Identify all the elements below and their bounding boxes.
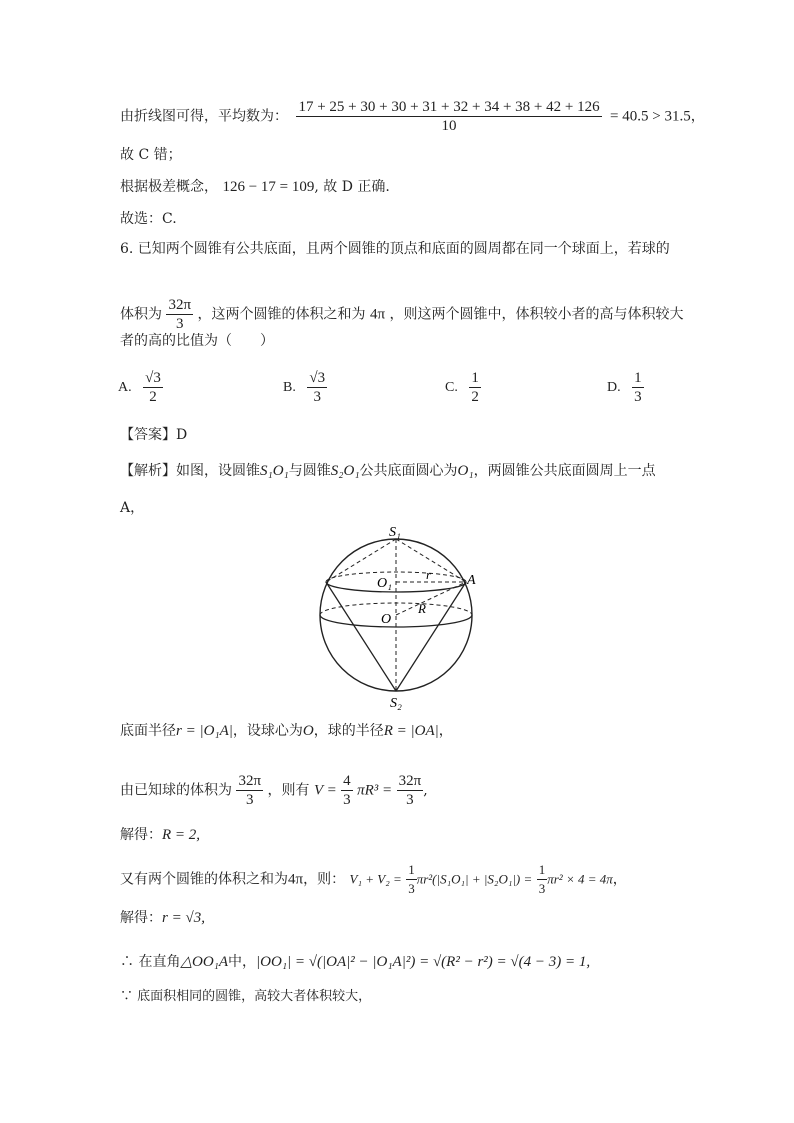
analysis-line <box>120 461 656 481</box>
vol-frac2 <box>341 772 353 809</box>
solve-r-line <box>120 908 205 928</box>
sum-den2: 3 <box>538 881 546 896</box>
tri-m1: △OO₁A <box>180 954 229 970</box>
option-a <box>118 369 163 406</box>
vol-m1: V = <box>313 782 337 799</box>
vol-frac1 <box>236 772 263 809</box>
vol-num1: 32π <box>238 773 262 789</box>
point-a-line: A， <box>120 500 145 516</box>
sum-t2: ，则： <box>303 871 346 888</box>
vol-m2: πR³ = <box>357 782 393 799</box>
sphere-volume-line <box>120 772 428 809</box>
solve1-text: 解得： <box>120 827 162 843</box>
sum-m4: πr² × 4 = 4π <box>547 871 613 887</box>
option-c-label: C. <box>445 379 458 395</box>
sum-num2: 1 <box>537 861 548 880</box>
answer-line: 【答案】D <box>120 427 188 443</box>
vol-frac3 <box>397 772 424 809</box>
vol-num2: 4 <box>343 773 351 789</box>
label-r: r <box>426 567 432 582</box>
vol-t1: 由已知球的体积为 <box>120 782 232 799</box>
sum-frac2 <box>537 861 548 898</box>
sum-t1: 又有两个圆锥的体积之和为 <box>120 871 288 888</box>
option-b <box>283 369 327 406</box>
q6-stem2c: ，则这两个圆锥中，体积较小者的高与体积较大 <box>389 306 684 323</box>
option-d <box>607 369 644 406</box>
radius-definition-line <box>120 721 453 741</box>
mean-prefix: 由折线图可得，平均数为： <box>120 108 288 125</box>
vol-t3: , <box>423 782 428 799</box>
radius-t4: ， <box>438 723 453 739</box>
option-a-label: A. <box>118 379 132 395</box>
q6-sum-math: 4π <box>369 306 386 323</box>
solve2-math: r = √3, <box>162 910 205 926</box>
choose-c: 故选：C. <box>120 211 177 227</box>
option-c-den: 2 <box>471 389 479 405</box>
radius-t1: 底面半径 <box>120 723 176 739</box>
analysis-text1: 如图，设圆锥 <box>176 463 260 479</box>
option-b-den: 3 <box>313 389 321 405</box>
mean-tail: ， <box>690 108 705 125</box>
sum-m1: 4π <box>288 871 304 888</box>
mean-calculation-line <box>120 98 705 135</box>
label-o1: O₁ <box>377 576 392 591</box>
solve1-math: R = 2, <box>162 827 201 843</box>
sum-num1: 1 <box>406 861 417 880</box>
analysis-text4: ，两圆锥公共底面圆周上一点 <box>473 463 656 479</box>
vol-num3: 32π <box>398 773 422 789</box>
mean-fraction <box>296 98 601 135</box>
option-b-label: B. <box>283 379 296 395</box>
radius-m1: r = |O₁A| <box>176 723 233 739</box>
tri-t2: 中， <box>228 954 257 970</box>
option-c-fraction <box>469 369 481 406</box>
label-a: A <box>467 573 476 588</box>
range-tail: , 故 D 正确. <box>314 179 390 195</box>
option-b-fraction <box>307 369 327 406</box>
right-triangle-line <box>120 952 590 972</box>
sum-m2: V₁ + V₂ = <box>349 871 402 887</box>
label-o: O <box>381 612 392 627</box>
sum-frac1 <box>406 861 417 898</box>
option-d-label: D. <box>607 379 621 395</box>
sum-den1: 3 <box>408 881 415 896</box>
tri-t1: ∴ 在直角 <box>120 954 181 970</box>
range-math: 126 − 17 = 109 <box>222 179 315 195</box>
range-line <box>120 177 390 197</box>
center-o1: O₁ <box>457 463 474 479</box>
vol-den2: 3 <box>343 792 351 808</box>
vol-den1: 3 <box>245 792 254 808</box>
option-a-num: √3 <box>145 370 161 386</box>
sphere-cone-figure <box>300 522 500 712</box>
option-c-wrong: 故 C 错； <box>120 147 182 163</box>
option-a-fraction <box>143 369 163 406</box>
q6-stem2a: 体积为 <box>120 306 162 323</box>
mean-denominator: 10 <box>441 118 457 134</box>
radius-t3: ，球的半径 <box>313 723 384 739</box>
q6-stem2b: ，这两个圆锥的体积之和为 <box>197 306 366 323</box>
label-R: R <box>418 601 426 616</box>
mean-numerator: 17 + 25 + 30 + 30 + 31 + 32 + 34 + 38 + 42 + 126 <box>298 99 600 115</box>
q6-stem-line3: 者的高的比值为（ ） <box>120 333 274 349</box>
sum-m3: πr²(|S₁O₁| + |S₂O₁|) = <box>416 871 533 887</box>
cone-volume-sum-line <box>120 861 627 898</box>
q6-stem-line1: 6. 已知两个圆锥有公共底面，且两个圆锥的顶点和底面的圆周都在同一个球面上，若球的 <box>120 241 670 257</box>
analysis-text3: 公共底面圆心为 <box>359 463 458 479</box>
analysis-text2: 与圆锥 <box>288 463 331 479</box>
solve-R-line <box>120 825 200 845</box>
solve2-text: 解得： <box>120 910 162 926</box>
q6-volume-den: 3 <box>175 316 184 332</box>
range-text: 根据极差概念， <box>120 179 218 195</box>
option-d-num: 1 <box>634 370 642 386</box>
tri-m2: |OO₁| = √(|OA|² − |O₁A|²) = √(R² − r²) = √(4 − 3) = 1, <box>256 954 591 970</box>
label-s2: S₂ <box>390 696 402 711</box>
q6-volume-num: 32π <box>168 297 192 313</box>
q6-stem-line2 <box>120 296 683 333</box>
radius-m2: O <box>302 723 314 739</box>
option-d-den: 3 <box>634 389 642 405</box>
option-a-den: 2 <box>149 389 157 405</box>
label-s1: S₁ <box>389 525 401 540</box>
vol-t2: ，则有 <box>267 782 310 799</box>
analysis-head: 【解析】 <box>120 463 176 479</box>
sum-t3: ， <box>612 871 627 888</box>
radius-m3: R = |OA| <box>383 723 439 739</box>
option-c-num: 1 <box>471 370 479 386</box>
option-b-num: √3 <box>309 370 326 386</box>
cone-s1o1: S₁O₁ <box>260 463 289 479</box>
vol-den3: 3 <box>406 792 414 808</box>
last-line: ∵ 底面积相同的圆锥，高较大者体积较大， <box>120 989 372 1004</box>
lower-cone-left <box>326 582 396 691</box>
radius-t2: ，设球心为 <box>232 723 303 739</box>
option-c <box>445 369 481 406</box>
cone-s2o1: S₂O₁ <box>330 463 360 479</box>
mean-result: = 40.5 > 31.5 <box>610 108 691 125</box>
option-d-fraction <box>632 369 644 406</box>
q6-volume-fraction <box>166 296 193 333</box>
